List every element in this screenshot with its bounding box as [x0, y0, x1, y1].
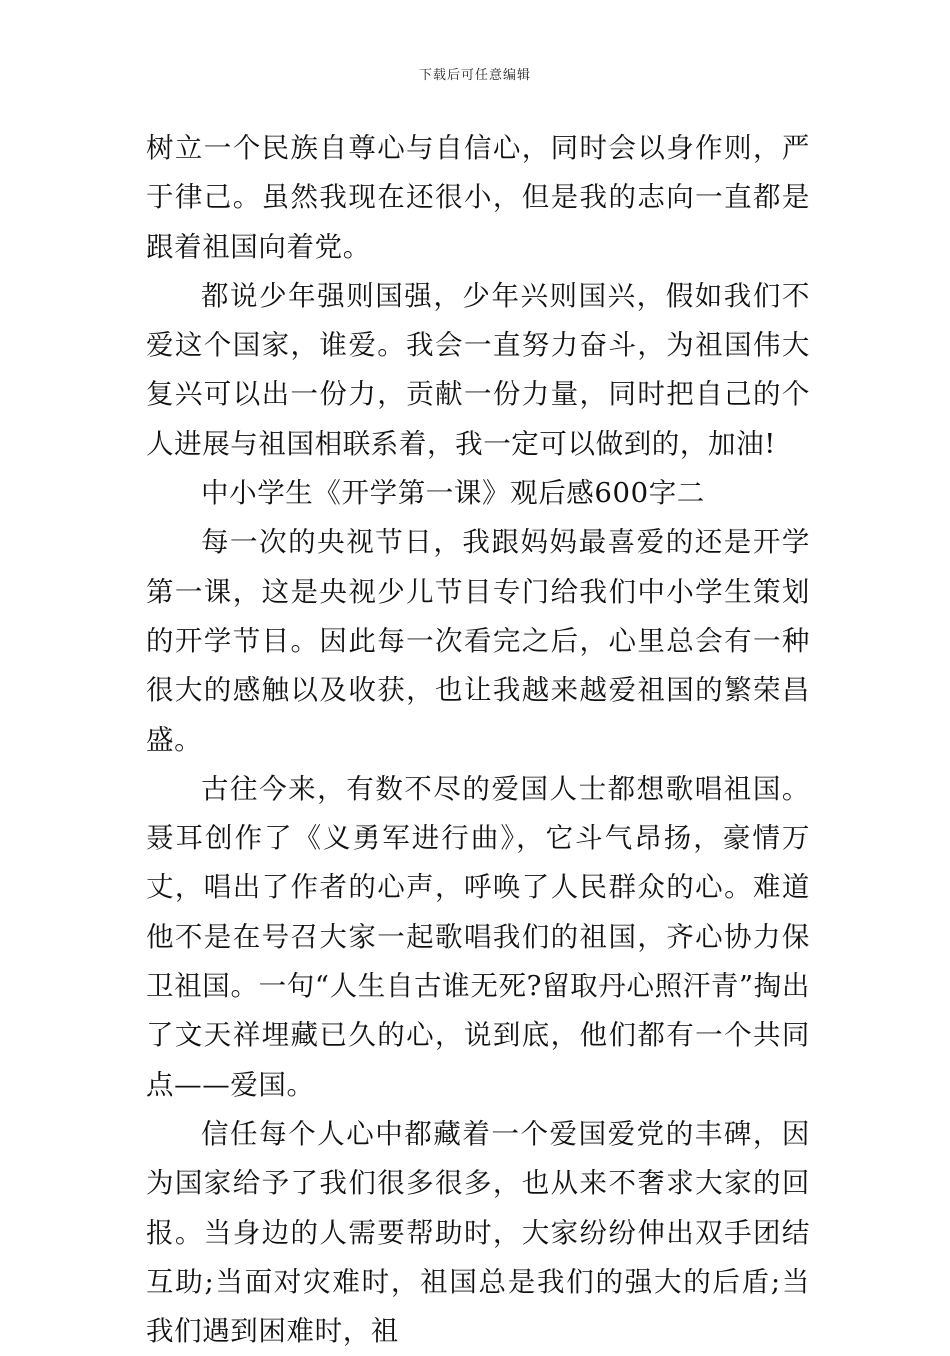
paragraph-1: 树立一个民族自尊心与自信心，同时会以身作则，严于律己。虽然我现在还很小，但是我的志向一直都是跟着祖国向着党。	[146, 132, 810, 263]
paragraph-2: 都说少年强则国强，少年兴则国兴，假如我们不爱这个国家，谁爱。我会一直努力奋斗，为祖国伟大复兴可以出一份力，贡献一份力量，同时把自己的个人进展与祖国相联系着，我一定可以做到的，加油!	[146, 279, 810, 460]
page-header: 下载后可任意编辑	[418, 68, 531, 83]
paragraph-5: 信任每个人心中都藏着一个爱国爱党的丰碑，因为国家给予了我们很多很多，也从来不奢求大家的回报。当身边的人需要帮助时，大家纷纷伸出双手团结互助;当面对灾难时，祖国总是我们的强大的后盾;当我们遇到困难时，祖	[146, 1117, 810, 1348]
document-body	[146, 124, 810, 1356]
paragraph-3: 每一次的央视节日，我跟妈妈最喜爱的还是开学第一课，这是央视少儿节目专门给我们中小学生策划的开学节目。因此每一次看完之后，心里总会有一种很大的感触以及收获，也让我越来越爱祖国的繁荣昌盛。	[146, 526, 810, 756]
section-title: 中小学生《开学第一课》观后感600字二	[201, 477, 705, 510]
paragraph-4: 古往今来，有数不尽的爱国人士都想歌唱祖国。聂耳创作了《义勇军进行曲》，它斗气昂扬，豪情万丈，唱出了作者的心声，呼唤了人民群众的心。难道他不是在号召大家一起歌唱我们的祖国，齐心协力保卫祖国。一句“人生自古谁无死?留取丹心照汗青”掏出了文天祥埋藏已久的心，说到底，他们都有一个共同点——爱国。	[146, 772, 810, 1101]
